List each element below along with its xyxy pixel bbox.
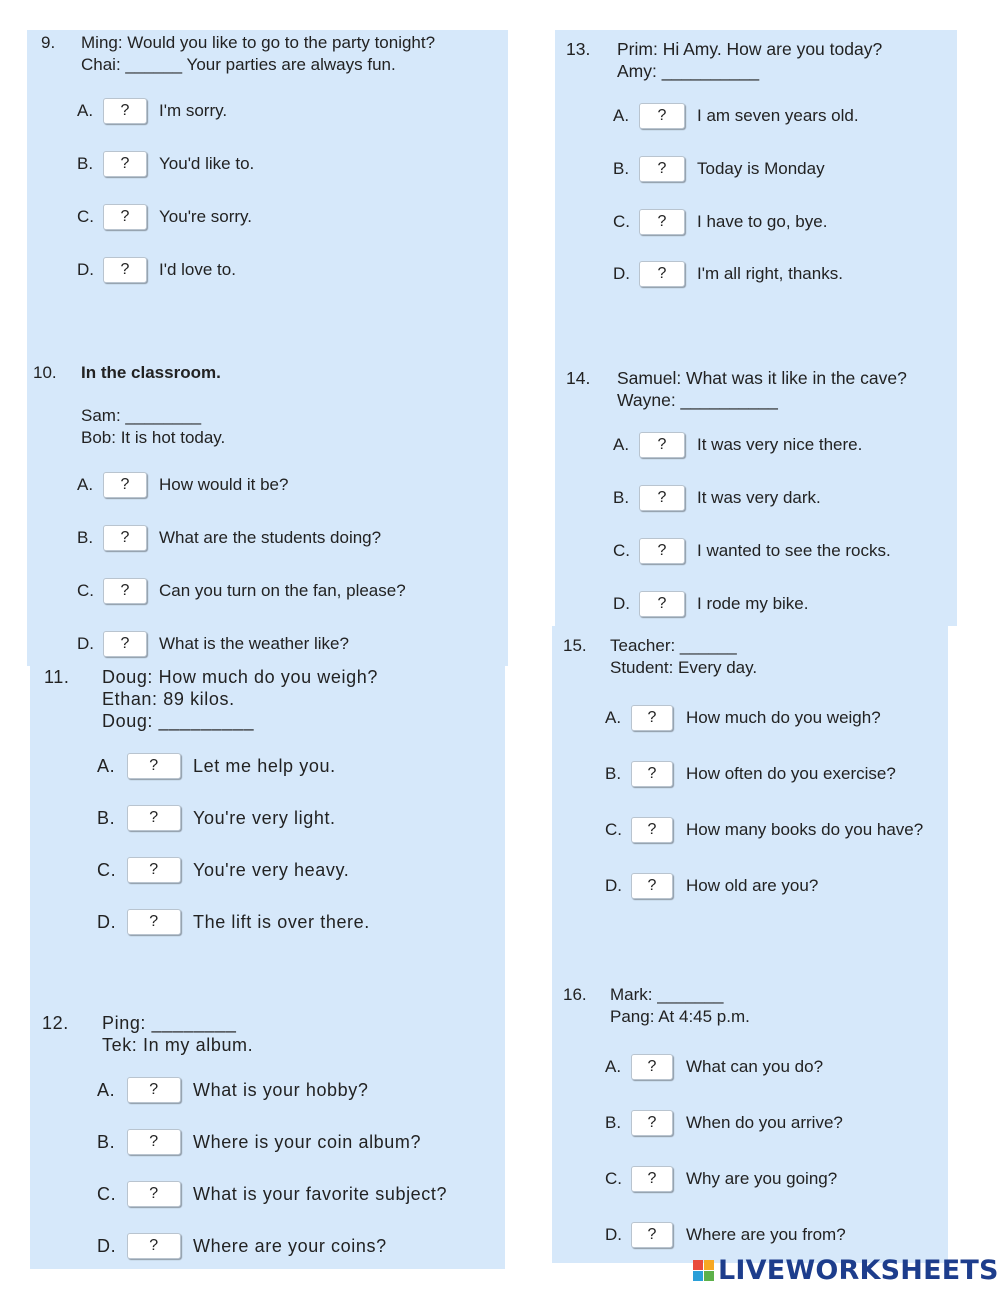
option-text: It was very dark. (697, 488, 821, 507)
option-d: D. ? What is the weather like? (77, 629, 349, 659)
option-text: How would it be? (159, 475, 289, 494)
option-b: B. ? You'd like to. (77, 149, 254, 179)
dialogue-line: Tek: In my album. (102, 1035, 254, 1055)
option-c: C. ? I wanted to see the rocks. (613, 536, 891, 566)
answer-box[interactable]: ? (103, 472, 147, 498)
answer-box[interactable]: ? (127, 1129, 181, 1155)
option-a: A. ? I am seven years old. (613, 101, 859, 131)
option-a: A. ? Let me help you. (97, 751, 336, 781)
option-text: You're very heavy. (193, 859, 350, 880)
option-c: C. ? Why are you going? (605, 1164, 837, 1194)
dialogue-line: Teacher: ______ (610, 636, 737, 655)
dialogue-line: Mark: _______ (610, 985, 724, 1004)
option-text: I'm sorry. (159, 101, 228, 120)
option-d: D. ? I'm all right, thanks. (613, 259, 843, 289)
answer-box[interactable]: ? (103, 151, 147, 177)
logo-mark-icon (693, 1260, 714, 1281)
answer-box[interactable]: ? (639, 156, 685, 182)
option-text: When do you arrive? (686, 1113, 843, 1132)
option-text: What is your favorite subject? (193, 1183, 448, 1204)
option-d: D. ? I'd love to. (77, 255, 236, 285)
dialogue-line: Pang: At 4:45 p.m. (610, 1007, 750, 1026)
option-d: D. ? How old are you? (605, 871, 818, 901)
option-text: What is the weather like? (159, 634, 349, 653)
answer-box[interactable]: ? (127, 1077, 181, 1103)
option-c: C. ? Can you turn on the fan, please? (77, 576, 406, 606)
answer-box[interactable]: ? (639, 485, 685, 511)
question-number: 10. (33, 363, 57, 382)
option-d: D. ? The lift is over there. (97, 907, 370, 937)
option-text: Where are you from? (686, 1225, 846, 1244)
answer-box[interactable]: ? (639, 432, 685, 458)
option-text: I rode my bike. (697, 594, 809, 613)
option-text: I am seven years old. (697, 106, 859, 125)
option-b: B. ? You're very light. (97, 803, 336, 833)
option-c: C. ? What is your favorite subject? (97, 1179, 447, 1209)
option-text: How often do you exercise? (686, 764, 896, 783)
answer-box[interactable]: ? (103, 204, 147, 230)
option-text: It was very nice there. (697, 435, 863, 454)
answer-box[interactable]: ? (127, 1233, 181, 1259)
dialogue-line: Ming: Would you like to go to the party tonight? (81, 33, 436, 52)
option-a: A. ? What can you do? (605, 1052, 823, 1082)
answer-box[interactable]: ? (103, 631, 147, 657)
answer-box[interactable]: ? (639, 209, 685, 235)
option-text: How much do you weigh? (686, 708, 881, 727)
option-text: Today is Monday (697, 159, 825, 178)
question-number: 12. (42, 1013, 69, 1033)
option-text: Where are your coins? (193, 1235, 387, 1256)
answer-box[interactable]: ? (639, 591, 685, 617)
dialogue-line: Amy: __________ (617, 61, 760, 81)
option-text: Can you turn on the fan, please? (159, 581, 406, 600)
option-c: C. ? I have to go, bye. (613, 207, 827, 237)
question-number: 15. (563, 636, 587, 655)
answer-box[interactable]: ? (639, 261, 685, 287)
dialogue-line: Samuel: What was it like in the cave? (617, 368, 907, 388)
answer-box[interactable]: ? (103, 98, 147, 124)
option-c: C. ? You're sorry. (77, 202, 252, 232)
option-text: What are the students doing? (159, 528, 382, 547)
question-title: In the classroom. (81, 363, 221, 382)
brand-name: LIVEWORKSHEETS (718, 1255, 999, 1286)
answer-box[interactable]: ? (631, 761, 673, 787)
answer-box[interactable]: ? (631, 705, 673, 731)
option-b: B. ? It was very dark. (613, 483, 821, 513)
option-text: I'm all right, thanks. (697, 264, 843, 283)
option-b: B. ? When do you arrive? (605, 1108, 843, 1138)
option-c: C. ? How many books do you have? (605, 815, 923, 845)
option-text: What can you do? (686, 1057, 824, 1076)
dialogue-line: Doug: How much do you weigh? (102, 667, 378, 687)
option-c: C. ? You're very heavy. (97, 855, 349, 885)
option-d: D. ? I rode my bike. (613, 589, 809, 619)
answer-box[interactable]: ? (631, 1110, 673, 1136)
option-text: You'd like to. (159, 154, 255, 173)
answer-box[interactable]: ? (103, 525, 147, 551)
question-number: 16. (563, 985, 587, 1004)
dialogue-line: Doug: _________ (102, 711, 255, 731)
option-text: How many books do you have? (686, 820, 924, 839)
answer-box[interactable]: ? (127, 909, 181, 935)
dialogue-line: Wayne: __________ (617, 390, 778, 410)
question-number: 11. (44, 667, 70, 687)
answer-box[interactable]: ? (127, 805, 181, 831)
answer-box[interactable]: ? (103, 578, 147, 604)
option-text: Where is your coin album? (193, 1131, 422, 1152)
answer-box[interactable]: ? (631, 1054, 673, 1080)
dialogue-line: Prim: Hi Amy. How are you today? (617, 39, 883, 59)
dialogue-line: Bob: It is hot today. (81, 428, 226, 447)
answer-box[interactable]: ? (639, 103, 685, 129)
dialogue-line: Chai: ______ Your parties are always fun. (81, 55, 396, 74)
dialogue-line: Ethan: 89 kilos. (102, 689, 235, 709)
question-number: 14. (566, 368, 591, 388)
answer-box[interactable]: ? (127, 1181, 181, 1207)
answer-box[interactable]: ? (631, 817, 673, 843)
option-b: B. ? What are the students doing? (77, 523, 381, 553)
option-text: How old are you? (686, 876, 819, 895)
option-text: The lift is over there. (193, 911, 370, 932)
answer-box[interactable]: ? (639, 538, 685, 564)
question-number: 9. (41, 33, 56, 52)
option-text: What is your hobby? (193, 1079, 369, 1100)
option-b: B. ? How often do you exercise? (605, 759, 896, 789)
option-text: Let me help you. (193, 755, 336, 776)
option-d: D. ? Where are you from? (605, 1220, 846, 1250)
dialogue-line: Student: Every day. (610, 658, 758, 677)
option-d: D. ? Where are your coins? (97, 1231, 387, 1261)
option-text: I wanted to see the rocks. (697, 541, 891, 560)
option-b: B. ? Where is your coin album? (97, 1127, 421, 1157)
question-number: 13. (566, 39, 591, 59)
answer-box[interactable]: ? (127, 753, 181, 779)
dialogue-line: Ping: ________ (102, 1013, 237, 1033)
option-a: A. ? What is your hobby? (97, 1075, 368, 1105)
answer-box[interactable]: ? (127, 857, 181, 883)
option-b: B. ? Today is Monday (613, 154, 825, 184)
answer-box[interactable]: ? (631, 1166, 673, 1192)
option-a: A. ? I'm sorry. (77, 96, 227, 126)
liveworksheets-logo[interactable] (693, 1255, 999, 1286)
answer-box[interactable]: ? (103, 257, 147, 283)
option-text: You're very light. (193, 807, 336, 828)
option-a: A. ? How would it be? (77, 470, 288, 500)
option-text: Why are you going? (686, 1169, 838, 1188)
answer-box[interactable]: ? (631, 1222, 673, 1248)
option-a: A. ? It was very nice there. (613, 430, 862, 460)
dialogue-line: Sam: ________ (81, 406, 202, 425)
option-text: I have to go, bye. (697, 212, 828, 231)
answer-box[interactable]: ? (631, 873, 673, 899)
option-text: I'd love to. (159, 260, 236, 279)
option-a: A. ? How much do you weigh? (605, 703, 881, 733)
option-text: You're sorry. (159, 207, 253, 226)
